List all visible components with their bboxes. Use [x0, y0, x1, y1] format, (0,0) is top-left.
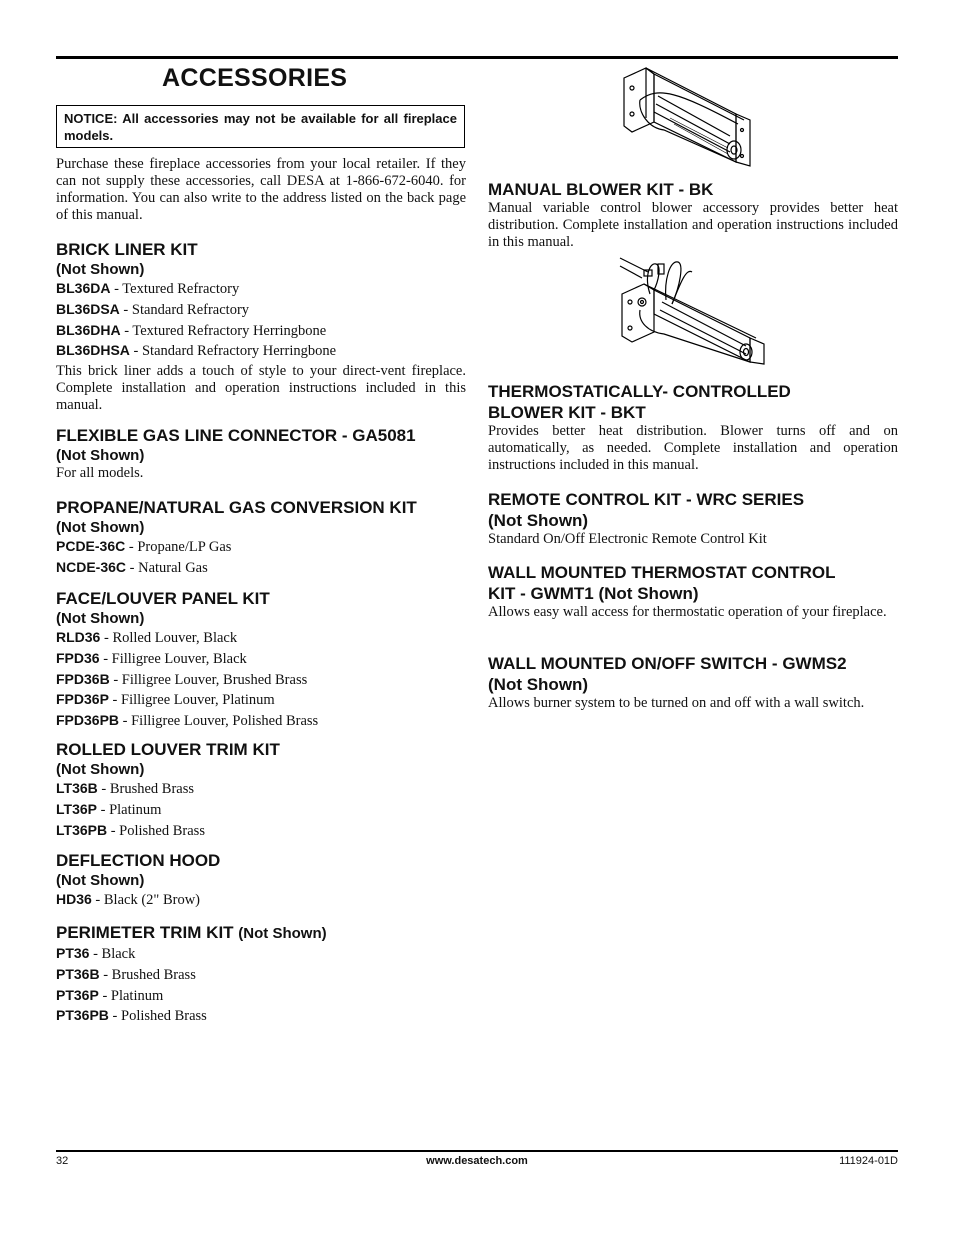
list-item: FPD36PB - Filligree Louver, Polished Brass [56, 712, 319, 730]
louver-panel-section [56, 588, 466, 732]
section-description: Standard On/Off Electronic Remote Control Kit [488, 531, 767, 547]
list-item: LT36PB - Polished Brass [56, 821, 205, 839]
section-subheading: (Not Shown) [488, 511, 589, 530]
section-heading-line2: KIT - GWMT1 (Not Shown) [488, 584, 699, 603]
notice-box: NOTICE: All accessories may not be available for all fireplace models. [56, 105, 465, 148]
list-item: PT36P - Platinum [56, 986, 164, 1004]
section-heading-line2: BLOWER KIT - BKT [488, 403, 646, 422]
section-heading: THERMOSTATICALLY- CONTROLLED [488, 382, 791, 401]
section-heading: FACE/LOUVER PANEL KIT [56, 589, 270, 608]
list-item: BL36DA - Textured Refractory [56, 280, 240, 297]
bottom-rule [56, 1150, 898, 1152]
list-item: BL36DHA - Textured Refractory Herringbone [56, 321, 327, 339]
list-item: PT36B - Brushed Brass [56, 965, 196, 983]
section-heading: FLEXIBLE GAS LINE CONNECTOR - GA5081 [56, 426, 416, 445]
document-number: 111924-01D [839, 1155, 898, 1167]
section-subheading: (Not Shown) [56, 447, 145, 464]
section-description: Allows easy wall access for thermostatic operation of your fireplace. [488, 604, 887, 620]
brick-liner-section [56, 239, 466, 414]
section-subheading: (Not Shown) [56, 761, 145, 778]
list-item: LT36P - Platinum [56, 800, 162, 818]
section-heading: WALL MOUNTED THERMOSTAT CONTROL [488, 563, 836, 582]
list-item: FPD36P - Filligree Louver, Platinum [56, 691, 275, 709]
intro-paragraph: Purchase these fireplace accessories from your local retailer. If they can not supply these accessories, call DESA at 1-866-672-6040. for information. You can also write to the address listed on the back page of this manual. [56, 156, 466, 223]
perimeter-trim-section [56, 922, 466, 1027]
list-item: FPD36 - Filligree Louver, Black [56, 649, 247, 667]
list-item: NCDE-36C - Natural Gas [56, 558, 208, 576]
section-description: Manual variable control blower accessory provides better heat distribution. Complete installation and operation instructions included in this manual. [488, 200, 898, 250]
section-description: Provides better heat distribution. Blower turns off and on automatically, as needed. Complete installation and operation instructions included in this manual. [488, 423, 898, 473]
wall-thermostat-section [488, 562, 898, 621]
section-description: Allows burner system to be turned on and off with a wall switch. [488, 695, 865, 711]
list-item: FPD36B - Filligree Louver, Brushed Brass [56, 670, 308, 688]
manual-blower-illustration [618, 66, 758, 174]
list-item: HD36 - Black (2" Brow) [56, 891, 200, 908]
section-subheading: (Not Shown) [56, 519, 145, 536]
section-subheading: (Not Shown) [238, 925, 327, 942]
section-description: This brick liner adds a touch of style to your direct-vent fireplace. Complete installation and operation instructions included in this manual. [56, 363, 466, 414]
section-heading: ROLLED LOUVER TRIM KIT [56, 740, 280, 759]
wall-switch-section [488, 653, 898, 712]
list-item: PCDE-36C - Propane/LP Gas [56, 538, 232, 555]
remote-control-section [488, 489, 898, 548]
section-heading: BRICK LINER KIT [56, 240, 198, 259]
deflection-hood-section [56, 850, 466, 911]
list-item: BL36DHSA - Standard Refractory Herringbone [56, 342, 337, 360]
list-item: BL36DSA - Standard Refractory [56, 300, 250, 318]
list-item: PT36 - Black [56, 945, 136, 962]
section-subheading: (Not Shown) [488, 675, 589, 694]
list-item: LT36B - Brushed Brass [56, 780, 195, 797]
section-heading: PERIMETER TRIM KIT (Not Shown) [56, 923, 327, 942]
section-heading: REMOTE CONTROL KIT - WRC SERIES [488, 490, 805, 509]
section-heading: DEFLECTION HOOD [56, 851, 221, 870]
footer-url[interactable]: www.desatech.com [426, 1155, 528, 1167]
list-item: PT36PB - Polished Brass [56, 1007, 207, 1025]
section-subheading: (Not Shown) [56, 261, 145, 278]
top-rule [56, 56, 898, 59]
section-description: For all models. [56, 465, 144, 481]
section-heading: PROPANE/NATURAL GAS CONVERSION KIT [56, 498, 417, 517]
thermostatic-blower-section [488, 381, 898, 474]
page-number: 32 [56, 1155, 69, 1167]
section-heading: MANUAL BLOWER KIT - BK [488, 180, 714, 199]
section-subheading: (Not Shown) [56, 610, 145, 627]
conversion-kit-section [56, 497, 466, 579]
section-heading: WALL MOUNTED ON/OFF SWITCH - GWMS2 [488, 654, 847, 673]
gas-line-section [56, 425, 466, 482]
page-title: ACCESSORIES [162, 64, 348, 92]
list-item: RLD36 - Rolled Louver, Black [56, 629, 238, 646]
section-subheading: (Not Shown) [56, 872, 145, 889]
rolled-louver-trim-section [56, 739, 466, 841]
manual-blower-section [488, 179, 898, 251]
thermostatic-blower-illustration [614, 254, 774, 366]
